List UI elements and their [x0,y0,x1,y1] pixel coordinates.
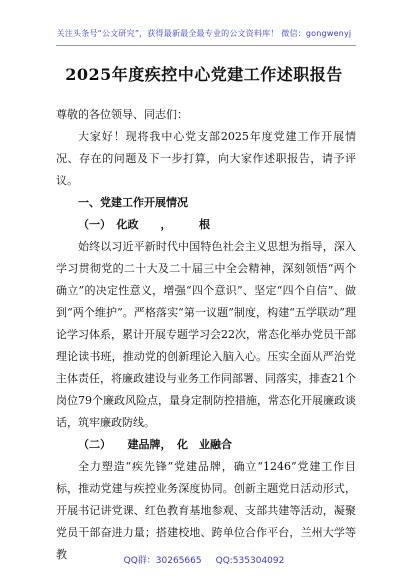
subsection-heading-2: （二） 建品牌， 化 业融合 [78,438,232,451]
intro-paragraph: 大家好！现将我中心党支部2025年度党建工作开展情况、存在的问题及下一步打算，向大家作述职报告，请予评议。 [56,130,356,187]
document-body [56,104,356,566]
document-title: 2025年度疾控中心党建工作述职报告 [65,65,343,84]
footer-qq: QQ:535304092 [215,556,285,566]
section-heading-1: 一、党建工作开展情况 [78,196,188,209]
header-banner: 关注头条号“公文研究”，获得最新最全最专业的公文资料库！ 微信：gongwenyj [56,29,352,38]
header-divider [56,45,356,46]
subsection-1-paragraph: 始终以习近平新时代中国特色社会主义思想为指导，深入学习贯彻党的二十大及二十届三中全会精神，深刻领悟“两个确立”的决定性意义，增强“四个意识”、坚定“四个自信”、做到“两个维护”。严格落实“第一议题”制度，构建“五学联动”理论学习体系，累计开展专题学习会22次，常态化举办党员干部理论读书班，推动党的创新理论入脑入心。压实全面从严治党主体责任，将廉政建设与业务工作同部署、同落实，排查21个岗位79个廉政风险点，量身定制防控措施，常态化开展廉政谈话，筑牢廉政防线。 [56,240,356,429]
greeting: 尊敬的各位领导、同志们： [56,108,188,121]
subsection-2-paragraph: 全力塑造“疾先锋”党建品牌，确立“1246”党建工作目标，推动党建与疾控业务深度协同。创新主题党日活动形式，开展书记讲党课、红色教育基地参观、支部共建等活动，凝聚党员干部奋进力量；搭建校地、跨单位合作平台，兰州大学等教 [56,460,356,561]
subsection-heading-1: （一） 化政 ， 根 [78,218,210,231]
footer-contact [0,553,408,566]
footer-qq-group: QQ群：30265665 [123,556,202,566]
